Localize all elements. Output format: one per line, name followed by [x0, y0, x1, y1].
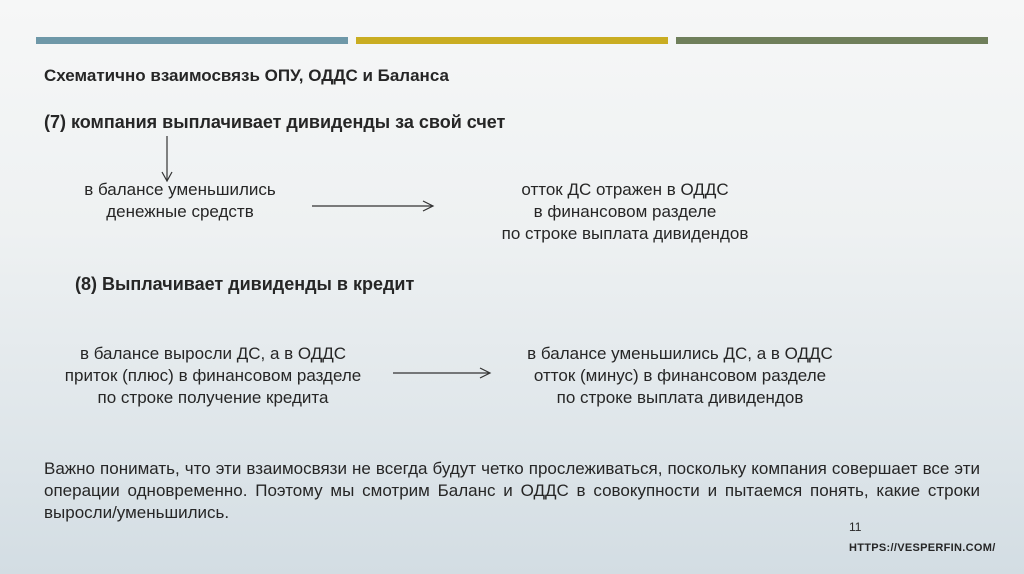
- slide-title: Схематично взаимосвязь ОПУ, ОДДС и Баланса: [44, 66, 449, 85]
- right-arrow-icon: [312, 200, 436, 212]
- case8-right-line3: по строке выплата дивидендов: [556, 388, 804, 407]
- case8-right-block: [495, 343, 865, 409]
- footer-url: HTTPS://VESPERFIN.COM/: [849, 542, 996, 554]
- case8-right-line1: в балансе уменьшились ДС, а в ОДДС: [527, 344, 833, 363]
- case7-right-line2: в финансовом разделе: [533, 202, 717, 221]
- page-number: 11: [849, 520, 862, 534]
- case7-left-block: [60, 179, 300, 223]
- right-arrow-icon: [393, 367, 493, 379]
- down-arrow-icon: [160, 136, 174, 184]
- case8-heading: (8) Выплачивает дивиденды в кредит: [75, 274, 415, 294]
- case7-heading: (7) компания выплачивает дивиденды за свой счет: [44, 112, 506, 132]
- case8-left-line1: в балансе выросли ДС, а в ОДДС: [79, 344, 347, 363]
- case7-right-line3: по строке выплата дивидендов: [501, 224, 749, 243]
- case8-left-block: [38, 343, 388, 409]
- case8-right-line2: отток (минус) в финансовом разделе: [533, 366, 827, 385]
- case7-left-line2: денежные средств: [106, 202, 254, 221]
- header-accent-bar-green: [676, 37, 988, 44]
- case7-right-line1: отток ДС отражен в ОДДС: [521, 180, 729, 199]
- note-text: Важно понимать, что эти взаимосвязи не всегда будут четко прослеживаться, поскольку компания совершает все эти операции одновременно. Поэтому мы смотрим Баланс и ОДДС в совокупности и пытаемся понять, какие строки выросли/уменьшились.: [44, 459, 980, 522]
- header-accent-bar-yellow: [356, 37, 668, 44]
- note-paragraph: [44, 458, 980, 524]
- case8-left-line2: приток (плюс) в финансовом разделе: [64, 366, 362, 385]
- case7-left-line1: в балансе уменьшились: [84, 180, 276, 199]
- case7-right-block: [470, 179, 780, 245]
- header-accent-bar-blue: [36, 37, 348, 44]
- case8-left-line3: по строке получение кредита: [97, 388, 329, 407]
